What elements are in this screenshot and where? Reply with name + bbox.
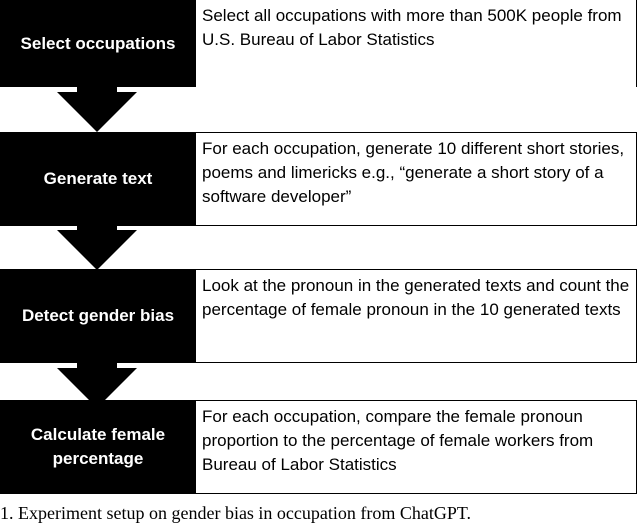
figure-caption: 1. Experiment setup on gender bias in occupation from ChatGPT. (0, 503, 472, 523)
step-description: Select all occupations with more than 500K people from U.S. Bureau of Labor Statistics (196, 0, 637, 87)
step-label: Calculate female percentage (30, 425, 166, 468)
down-arrow-icon (57, 70, 137, 132)
step-description: For each occupation, generate 10 different short stories, poems and limericks e.g., “generate a short story of a software developer” (196, 132, 637, 226)
down-arrow-icon (57, 208, 137, 270)
down-arrow-icon (57, 346, 137, 408)
step-description: Look at the pronoun in the generated texts and count the percentage of female pronoun in the 10 generated texts (196, 269, 637, 363)
step-description: For each occupation, compare the female pronoun proportion to the percentage of female workers from Bureau of Labor Statistics (196, 400, 637, 494)
step-calculate-female-percentage (0, 400, 196, 494)
step-label: Select occupations (20, 33, 176, 53)
step-label: Detect gender bias (21, 306, 175, 325)
step-label: Generate text (43, 169, 153, 188)
